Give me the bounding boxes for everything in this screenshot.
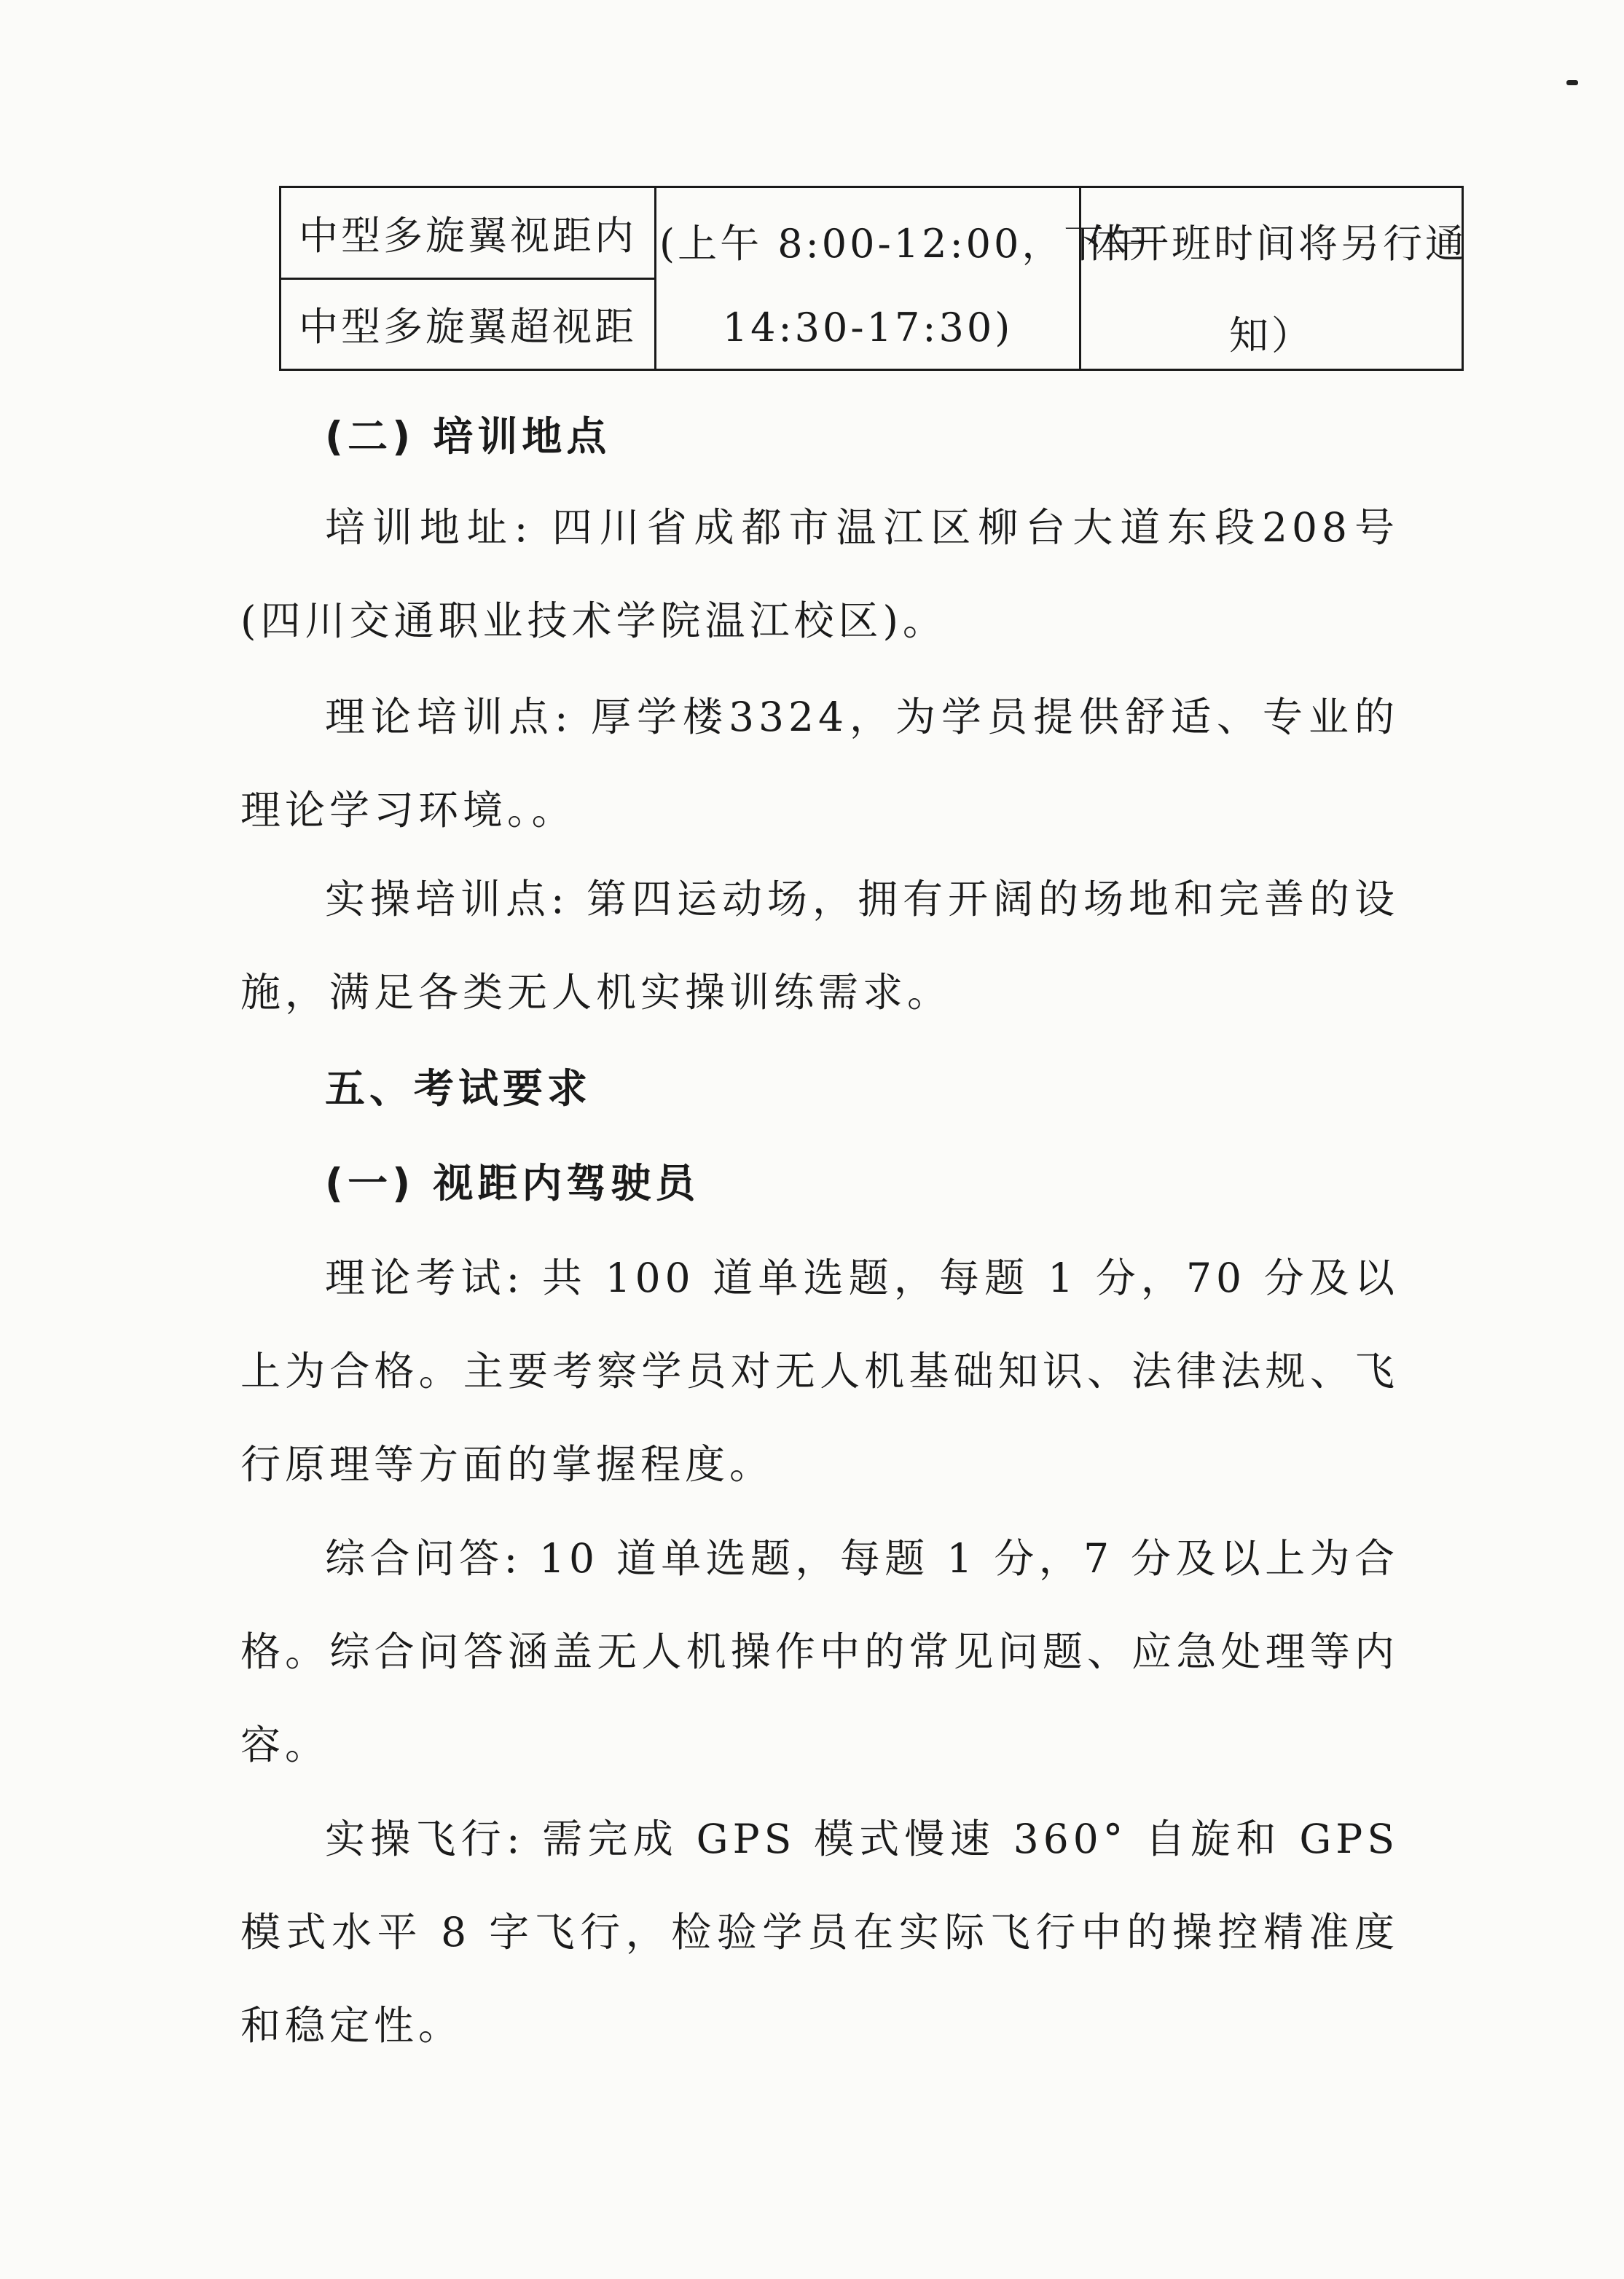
time-line-2: 14:30-17:30) xyxy=(722,305,1013,350)
note-line-1: 体开班时间将另行通 xyxy=(1087,221,1467,267)
table-row xyxy=(281,187,1463,279)
paragraph-training-address: 培训地址: 四川省成都市温江区柳台大道东段208号(四川交通职业技术学院温江校区)。 xyxy=(240,504,1399,644)
table-cell-note xyxy=(1080,187,1467,370)
paragraph-practical-flight: 实操飞行: 需完成 GPS 模式慢速 360° 自旋和 GPS 模式水平 8 字飞行，检验学员在实际飞行中的操控精准度和稳定性。 xyxy=(240,1816,1399,2049)
time-line-1: (上午 8:00-12:00，下午 xyxy=(659,221,1149,267)
heading-vlos-pilot: (一) 视距内驾驶员 xyxy=(325,1160,700,1207)
paragraph-theory-exam: 理论考试: 共 100 道单选题，每题 1 分，70 分及以上为合格。主要考察学员对无人机基础知识、法律法规、飞行原理等方面的掌握程度。 xyxy=(240,1255,1399,1488)
paragraph-theory-site: 理论培训点: 厚学楼3324，为学员提供舒适、专业的理论学习环境。。 xyxy=(240,694,1399,833)
heading-training-location: (二) 培训地点 xyxy=(325,413,611,460)
heading-exam-requirements: 五、考试要求 xyxy=(325,1064,592,1112)
note-line-2: 知） xyxy=(1229,313,1314,358)
paragraph-practice-site: 实操培训点: 第四运动场，拥有开阔的场地和完善的设施，满足各类无人机实操训练需求。 xyxy=(240,876,1399,1016)
scan-speck xyxy=(1566,80,1578,85)
paragraph-comprehensive-qa: 综合问答: 10 道单选题，每题 1 分，7 分及以上为合格。综合问答涵盖无人机操作中的常见问题、应急处理等内容。 xyxy=(240,1535,1399,1768)
table-cell-time xyxy=(656,187,1149,370)
training-schedule-table xyxy=(279,186,1467,371)
table-cell-category: 中型多旋翼超视距 xyxy=(281,278,656,370)
table-cell-category: 中型多旋翼视距内 xyxy=(281,187,656,279)
